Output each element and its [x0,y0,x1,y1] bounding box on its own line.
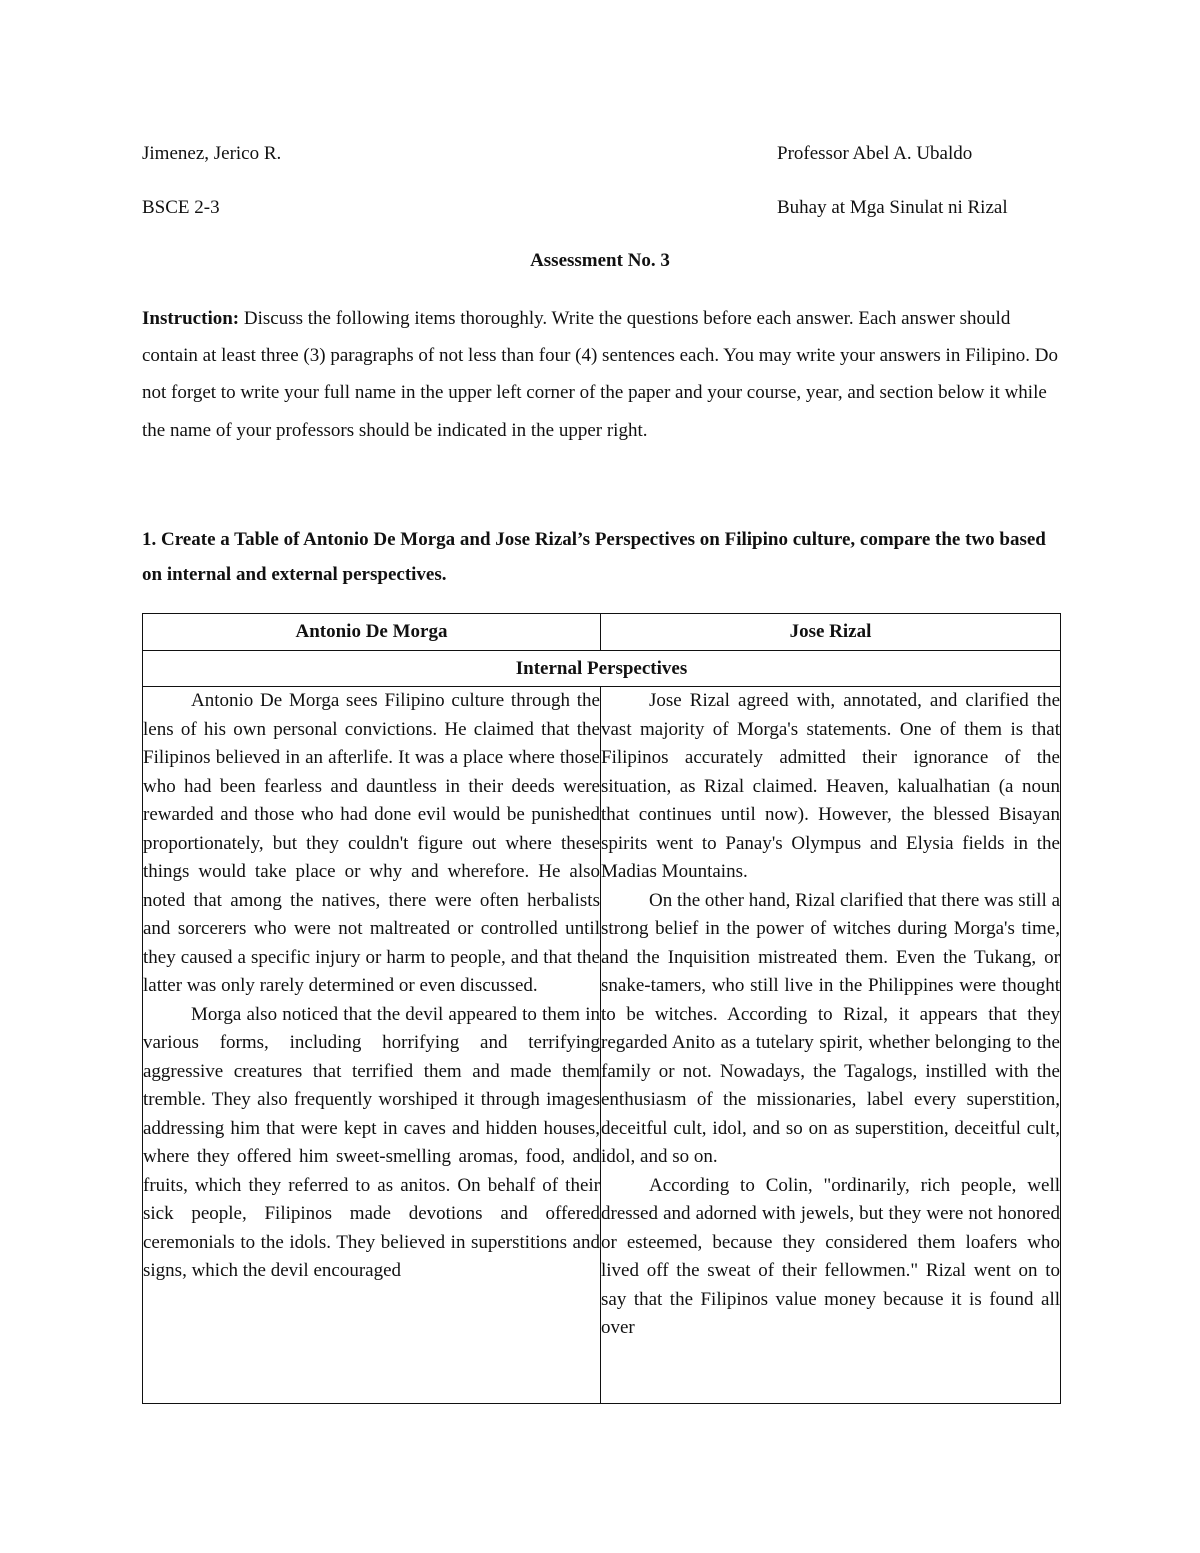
morga-paragraph-2: Morga also noticed that the devil appeared to them in various forms, including horrifying and terrifying aggressive creatures that terrified them and made them tremble. They also frequently worshiped it through images addressing him that were kept in caves and hidden houses, where they offered him sweet-smelling aromas, food, and fruits, which they referred to as anitos. On behalf of their sick people, Filipinos made devotions and offered ceremonials to the idols. They believed in superstitions and signs, which the devil encouraged [143,1003,600,1281]
instruction-label: Instruction: [142,308,240,329]
instruction-paragraph [142,300,1060,449]
subject-name: Buhay at Mga Sinulat ni Rizal [777,197,1008,218]
rizal-cell [601,687,1061,1404]
student-name: Jimenez, Jerico R. [142,143,282,164]
table-section-row [143,651,1061,687]
course-section: BSCE 2-3 [142,197,220,218]
section-header-internal: Internal Perspectives [143,651,1061,687]
rizal-paragraph-2: On the other hand, Rizal clarified that there was still a strong belief in the power of witches during Morga's time, and the Inquisition mistreated them. Even the Tukang, or snake-tamers, who still live in the Philippines were thought to be witches. According to Rizal, it appears that they regarded Anito as a tutelary spirit, whether belonging to the family or not. Nowadays, the Tagalogs, instilled with the enthusiasm of the missionaries, label every superstition, deceitful cult, idol, and so on as superstition, deceitful cult, idol, and so on. [601,889,1060,1167]
professor-name: Professor Abel A. Ubaldo [777,143,973,164]
instruction-text: Discuss the following items thoroughly. Write the questions before each answer. Each answer should contain at least three (3) paragraphs of not less than four (4) sentences each. You may write your answers in Filipino. Do not forget to write your full name in the upper left corner of the paper and your course, year, and section below it while the name of your professors should be indicated in the upper right. [142,308,1058,441]
column-header-rizal: Jose Rizal [601,614,1061,651]
column-header-morga: Antonio De Morga [143,614,601,651]
perspectives-table [142,613,1061,1404]
table-header-row [143,614,1061,651]
morga-cell [143,687,601,1404]
morga-paragraph-1: Antonio De Morga sees Filipino culture through the lens of his own personal convictions. He claimed that the Filipinos believed in an afterlife. It was a place where those who had been fearless and dauntless in their deeds were rewarded and those who had done evil would be punished proportionately, but they couldn't figure out where these things would take place or why and wherefore. He also noted that among the natives, there were often herbalists and sorcerers who were not maltreated or controlled until they caused a specific injury or harm to people, and that the latter was only rarely determined or even discussed. [143,690,600,996]
rizal-paragraph-3: According to Colin, "ordinarily, rich people, well dressed and adorned with jewels, but they were not honored or esteemed, because they considered them loafers who lived off the sweat of their fellowmen." Rizal went on to say that the Filipinos value money because it is found all over [601,1174,1060,1338]
question-1: 1. Create a Table of Antonio De Morga and Jose Rizal’s Perspectives on Filipino culture, compare the two based on internal and external perspectives. [142,529,1046,585]
assessment-title: Assessment No. 3 [530,250,670,271]
table-row [143,687,1061,1404]
rizal-paragraph-1: Jose Rizal agreed with, annotated, and clarified the vast majority of Morga's statements. One of them is that Filipinos accurately admitted their ignorance of the situation, as Rizal claimed. Heaven, kalualhatian (a noun that continues until now). However, the blessed Bisayan spirits went to Panay's Olympus and Elysia fields in the Madias Mountains. [601,690,1060,882]
